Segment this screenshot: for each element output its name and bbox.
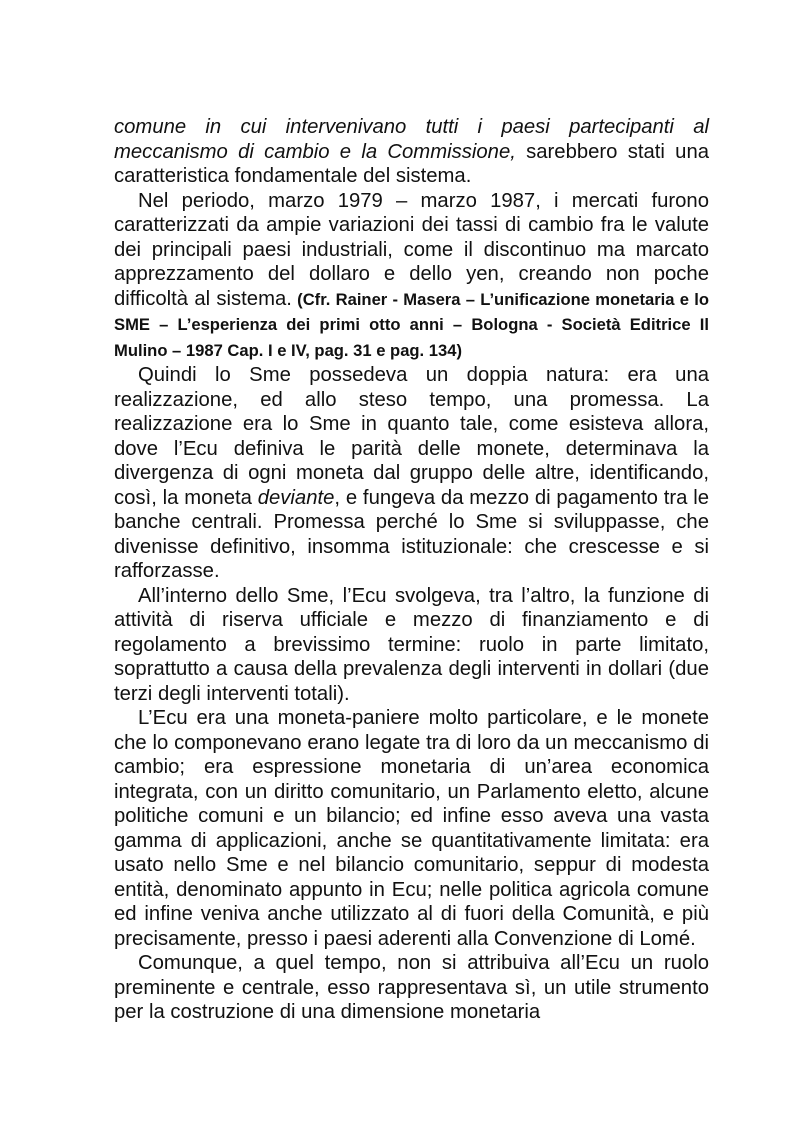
paragraph-text: All’interno dello Sme, l’Ecu svolgeva, tra l’altro, la funzione di attività di riserva ufficiale e mezzo di finanziamento e di regolamento a brevissimo termine: ruolo in parte limitato, soprattutto a causa della prevalenza degli interventi in dollari (due terzi degli interventi totali). <box>114 584 709 705</box>
italic-word: deviante <box>257 486 335 509</box>
paragraph-text: L’Ecu era una moneta-paniere molto particolare, e le monete che lo componevano erano legate tra di loro da un meccanismo di cambio; era espressione monetaria di un’area economica integrata, con un diritto comunitario, un Parlamento eletto, alcune politiche comuni e un bilancio; ed infine esso aveva una vasta gamma di applicazioni, anche se quantitativamente limitata: era usato nello Sme e nel bilancio comunitario, seppur di modesta entità, denominato appunto in Ecu; nelle politica agricola comune ed infine veniva anche utilizzato al di fuori della Comunità, e più precisamente, presso i paesi aderenti alla Convenzione di Lomé. <box>114 707 709 950</box>
paragraph-text: Quindi lo Sme possedeva un doppia natura: era una realizzazione, ed allo steso tempo, una promessa. La realizzazione era lo Sme in quanto tale, come esisteva allora, dove l’Ecu definiva le parità delle monete, determinava la divergenza di ogni moneta dal gruppo delle altre, identificando, così, la moneta <box>114 364 709 509</box>
document-body <box>114 115 709 1025</box>
paragraph-text: sarebbero stati una caratteristica fondamentale del sistema. <box>114 140 710 187</box>
paragraph-text: Nel periodo, marzo 1979 – marzo 1987, i mercati furono caratterizzati da ampie variazioni dei tassi di cambio fra le valute dei principali paesi industriali, come il discontinuo ma marcato apprezzamento del dollaro e dello yen, creando non poche difficoltà al sistema. <box>114 189 709 310</box>
paragraph-3 <box>114 363 709 584</box>
paragraph-text: , e fungeva da mezzo di pagamento tra le banche centrali. Promessa perché lo Sme si sviluppasse, che divenisse definitivo, insomma istituzionale: che crescesse e si rafforzasse. <box>114 486 709 582</box>
paragraph-4 <box>114 584 709 707</box>
paragraph-2 <box>114 189 709 364</box>
paragraph-5 <box>114 706 709 951</box>
citation: (Cfr. Rainer - Masera – L’unificazione monetaria e lo SME – L’esperienza dei primi otto anni – Bologna - Società Editrice Il Mulino – 1987 Cap. I e IV, pag. 31 e pag. 134) <box>114 289 709 360</box>
paragraph-1 <box>114 115 709 189</box>
paragraph-6 <box>114 951 709 1025</box>
italic-phrase: comune in cui intervenivano tutti i paesi partecipanti al meccanismo di cambio e la Commissione, <box>114 116 709 163</box>
paragraph-text: Comunque, a quel tempo, non si attribuiva all’Ecu un ruolo preminente e centrale, esso rappresentava sì, un utile strumento per la costruzione di una dimensione monetaria <box>114 952 709 1023</box>
